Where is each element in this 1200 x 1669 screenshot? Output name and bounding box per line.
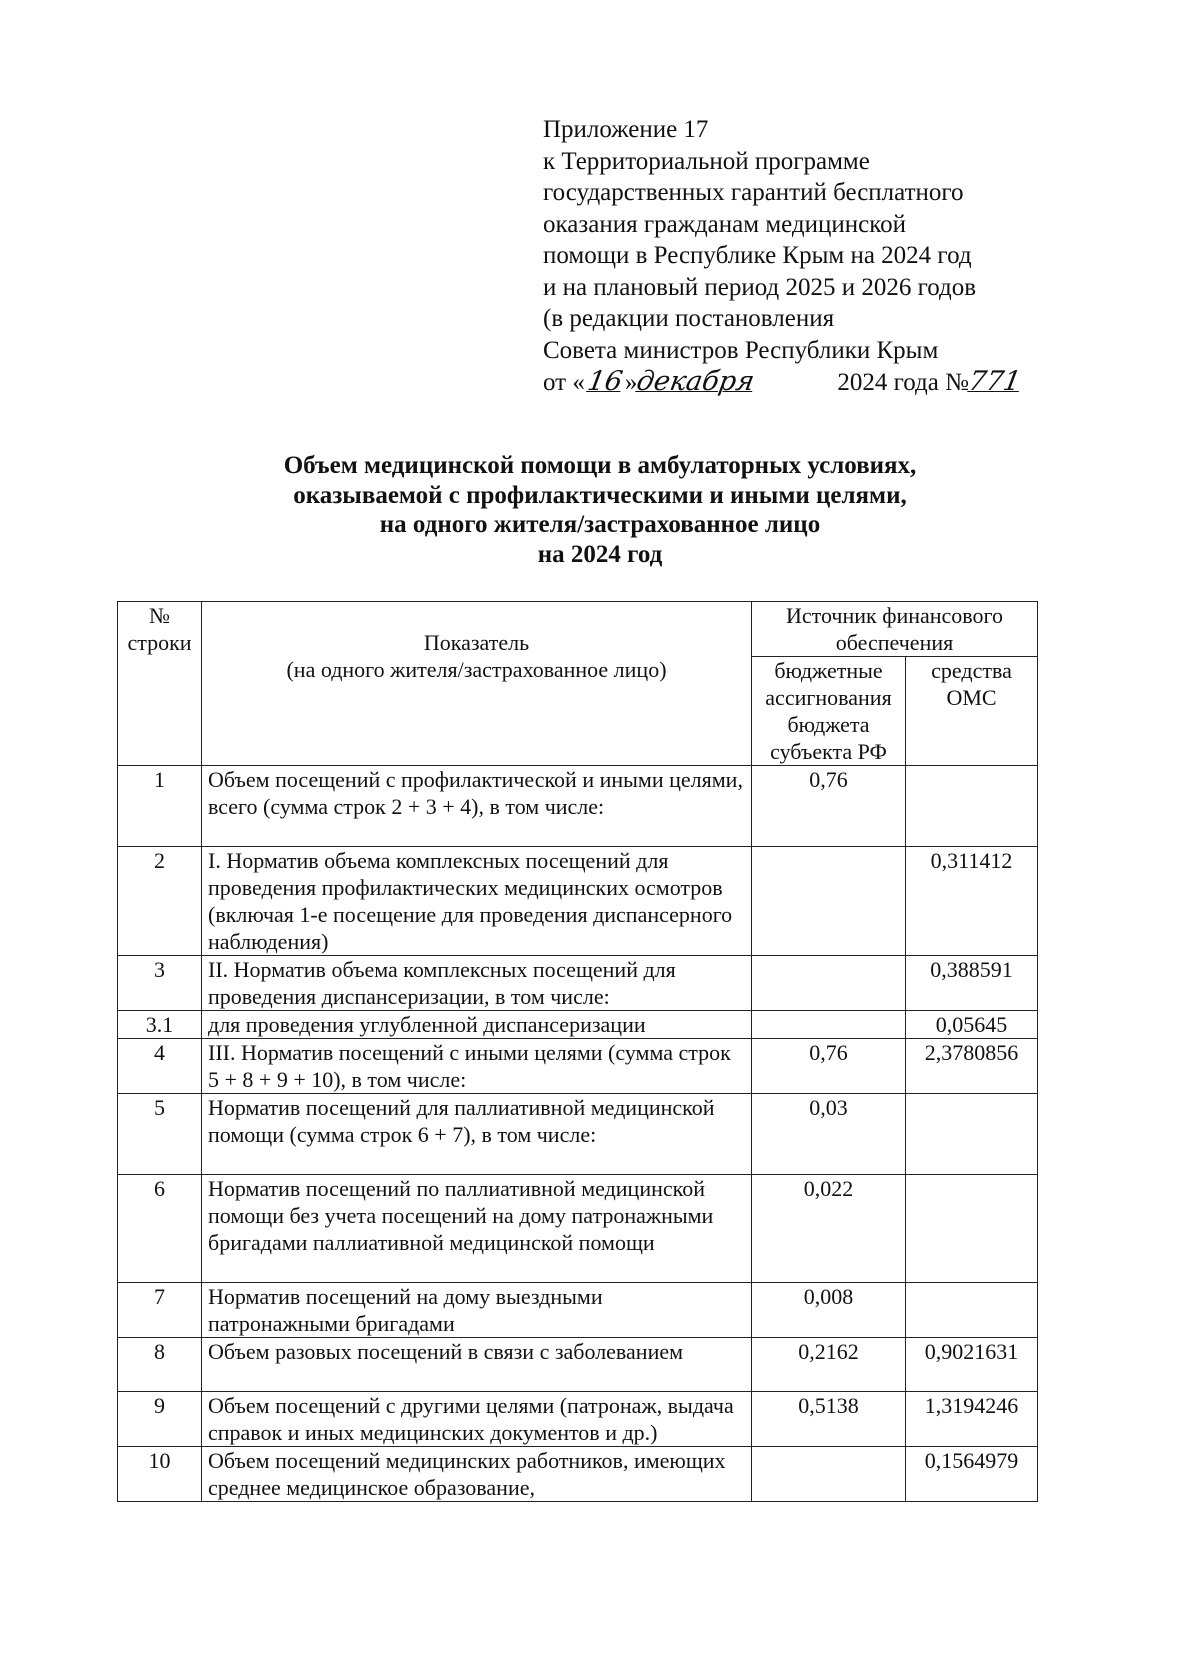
row-indicator: Объем разовых посещений в связи с заболеванием — [202, 1338, 752, 1392]
appendix-line: государственных гарантий бесплатного — [543, 179, 964, 206]
row-number: 6 — [118, 1175, 202, 1283]
row-indicator: для проведения углубленной диспансеризации — [202, 1011, 752, 1039]
title-line: Объем медицинской помощи в амбулаторных условиях, — [283, 452, 917, 479]
volume-table — [117, 601, 1038, 1502]
row-number: 9 — [118, 1392, 202, 1447]
title-line: на 2024 год — [537, 540, 663, 568]
appendix-line: оказания гражданам медицинской — [543, 210, 907, 238]
row-indicator: Объем посещений медицинских работников, имеющих среднее медицинское образование, — [202, 1447, 752, 1502]
row-number: 3 — [118, 956, 202, 1011]
table-row — [118, 847, 1038, 956]
row-number: 2 — [118, 847, 202, 956]
handwritten-month: декабря — [634, 366, 758, 397]
header-row-number: № строки — [118, 602, 202, 766]
row-budget: 0,2162 — [752, 1338, 906, 1392]
table-row — [118, 1011, 1038, 1039]
row-number: 8 — [118, 1338, 202, 1392]
table-row — [118, 1447, 1038, 1502]
appendix-line: помощи в Республике Крым на 2024 год — [543, 242, 972, 269]
header-indicator-title: Показатель — [423, 630, 530, 655]
row-number: 1 — [118, 766, 202, 847]
row-oms: 0,311412 — [906, 847, 1038, 956]
resolution-date-line — [543, 366, 1103, 399]
row-budget: 0,03 — [752, 1094, 906, 1175]
date-prefix: от « — [543, 369, 585, 396]
row-oms: 0,9021631 — [906, 1338, 1038, 1392]
row-indicator: Норматив посещений для паллиативной медицинской помощи (сумма строк 6 + 7), в том числе: — [202, 1094, 752, 1175]
date-suffix: 2024 года № — [837, 369, 969, 396]
title-line: на одного жителя/застрахованное лицо — [379, 511, 821, 538]
row-budget — [752, 847, 906, 956]
appendix-line: Приложение 17 — [543, 116, 709, 143]
row-oms — [906, 1283, 1038, 1338]
appendix-line: и на плановый период 2025 и 2026 годов — [543, 273, 977, 301]
row-indicator: Норматив посещений на дому выездными патронажными бригадами — [202, 1283, 752, 1338]
table-row — [118, 956, 1038, 1011]
table-row — [118, 1392, 1038, 1447]
row-indicator: Объем посещений с профилактической и иными целями, всего (сумма строк 2 + 3 + 4), в том числе: — [202, 766, 752, 847]
table-row — [118, 1338, 1038, 1392]
appendix-line: Совета министров Республики Крым — [543, 336, 939, 364]
table-row — [118, 1039, 1038, 1094]
row-budget: 0,022 — [752, 1175, 906, 1283]
row-oms: 1,3194246 — [906, 1392, 1038, 1447]
row-number: 3.1 — [118, 1011, 202, 1039]
header-budget: бюджетные ассигнования бюджета субъекта РФ — [752, 657, 906, 766]
title-line: оказываемой с профилактическими и иными целями, — [293, 481, 907, 509]
handwritten-day: 16 — [584, 366, 625, 397]
appendix-line: к Территориальной программе — [543, 147, 870, 175]
row-number: 5 — [118, 1094, 202, 1175]
table-row — [118, 1283, 1038, 1338]
date-mid: » — [624, 369, 638, 396]
appendix-line: (в редакции постановления — [543, 305, 835, 332]
row-budget: 0,76 — [752, 766, 906, 847]
row-number: 4 — [118, 1039, 202, 1094]
table-body — [118, 766, 1038, 1502]
row-oms — [906, 1175, 1038, 1283]
row-indicator: II. Норматив объема комплексных посещений для проведения диспансеризации, в том числе: — [202, 956, 752, 1011]
row-oms — [906, 1094, 1038, 1175]
row-indicator: III. Норматив посещений с иными целями (сумма строк 5 + 8 + 9 + 10), в том числе: — [202, 1039, 752, 1094]
row-oms: 2,3780856 — [906, 1039, 1038, 1094]
row-indicator: I. Норматив объема комплексных посещений для проведения профилактических медицинских осмотров (включая 1-е посещение для проведения диспансерного наблюдения) — [202, 847, 752, 956]
row-budget: 0,76 — [752, 1039, 906, 1094]
row-oms: 0,1564979 — [906, 1447, 1038, 1502]
row-oms: 0,05645 — [906, 1011, 1038, 1039]
header-oms: средства ОМС — [906, 657, 1038, 766]
row-budget — [752, 1447, 906, 1502]
row-oms: 0,388591 — [906, 956, 1038, 1011]
appendix-header — [543, 114, 1103, 399]
row-budget — [752, 956, 906, 1011]
table-row — [118, 1094, 1038, 1175]
row-number: 10 — [118, 1447, 202, 1502]
row-oms — [906, 766, 1038, 847]
row-budget: 0,5138 — [752, 1392, 906, 1447]
header-funding-source: Источник финансового обеспечения — [752, 602, 1038, 657]
handwritten-number: 771 — [966, 366, 1024, 397]
row-budget: 0,008 — [752, 1283, 906, 1338]
row-budget — [752, 1011, 906, 1039]
row-indicator: Объем посещений с другими целями (патронаж, выдача справок и иных медицинских документов и др.) — [202, 1392, 752, 1447]
table-row — [118, 1175, 1038, 1283]
header-indicator-subtitle: (на одного жителя/застрахованное лицо) — [286, 657, 667, 682]
document-title — [0, 451, 1200, 569]
row-number: 7 — [118, 1283, 202, 1338]
row-indicator: Норматив посещений по паллиативной медицинской помощи без учета посещений на дому патронажными бригадами паллиативной медицинской помощи — [202, 1175, 752, 1283]
table-row — [118, 766, 1038, 847]
header-indicator — [202, 602, 752, 766]
